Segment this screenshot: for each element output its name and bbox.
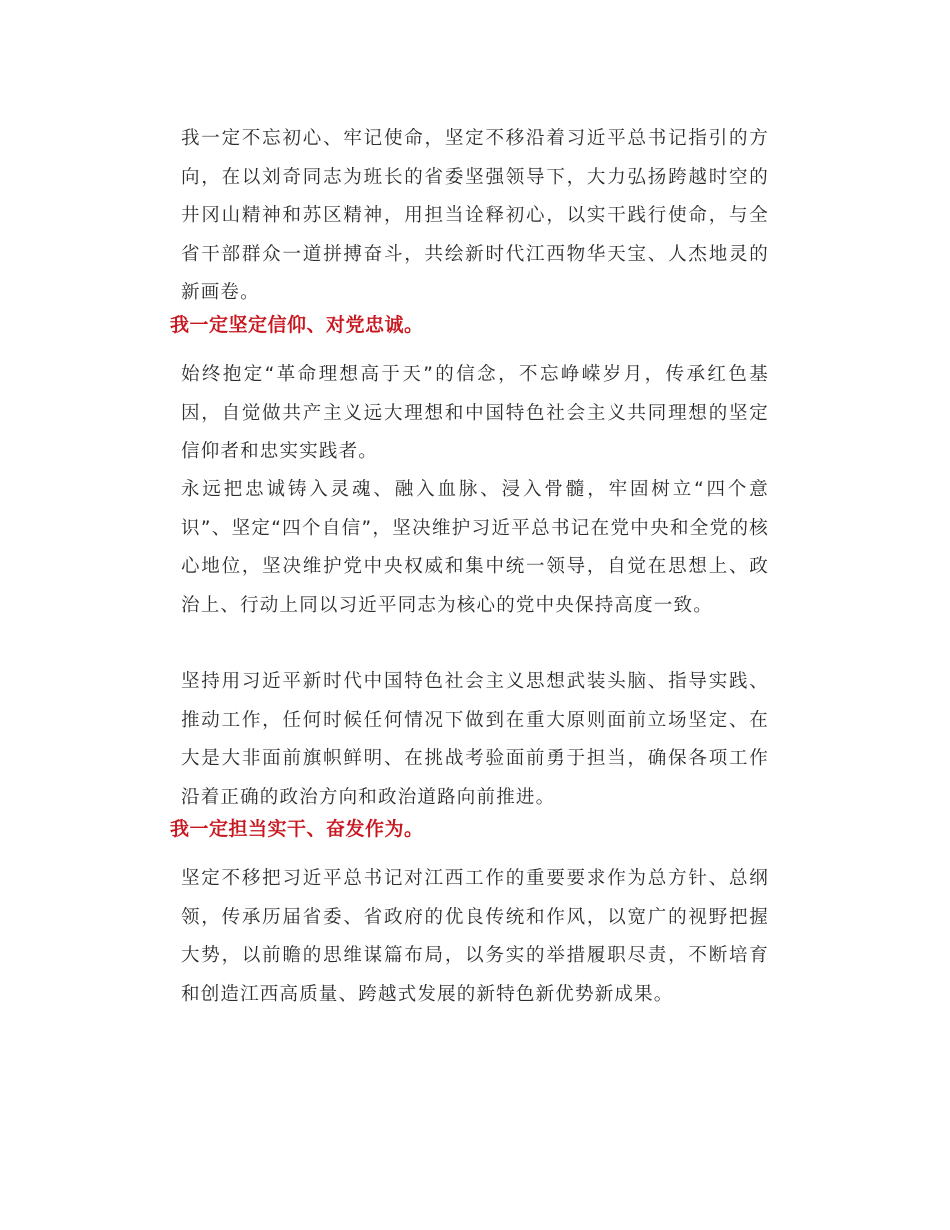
body-paragraph: 坚持用习近平新时代中国特色社会主义思想武装头脑、指导实践、推动工作，任何时候任何情况下做到在重大原则面前立场坚定、在大是大非面前旗帜鲜明、在挑战考验面前勇于担当，确保各项工作沿着正确的政治方向和政治道路向前推进。 [181,671,769,808]
body-paragraph: 始终抱定“革命理想高于天”的信念，不忘峥嵘岁月，传承红色基因，自觉做共产主义远大理想和中国特色社会主义共同理想的坚定信仰者和忠实实践者。 [181,364,769,463]
body-paragraph: 坚定不移把习近平总书记对江西工作的重要要求作为总方针、总纲领，传承历届省委、省政府的优良传统和作风，以宽广的视野把握大势，以前瞻的思维谋篇布局，以务实的举措履职尽责，不断培育和创造江西高质量、跨越式发展的新特色新优势新成果。 [181,868,769,1005]
intro-paragraph: 我一定不忘初心、牢记使命，坚定不移沿着习近平总书记指引的方向，在以刘奇同志为班长的省委坚强领导下，大力弘扬跨越时空的井冈山精神和苏区精神，用担当诠释初心，以实干践行使命，与全省干部群众一道拼搏奋斗，共绘新时代江西物华天宝、人杰地灵的新画卷。 [181,128,769,304]
section-heading-responsibility: 我一定担当实干、奋发作为。 [170,818,424,840]
section-heading-loyalty: 我一定坚定信仰、对党忠诚。 [170,314,424,336]
body-paragraph: 永远把忠诚铸入灵魂、融入血脉、浸入骨髓，牢固树立“四个意识”、坚定“四个自信”，坚决维护习近平总书记在党中央和全党的核心地位，坚决维护党中央权威和集中统一领导，自觉在思想上、政治上、行动上同以习近平同志为核心的党中央保持高度一致。 [181,479,769,616]
